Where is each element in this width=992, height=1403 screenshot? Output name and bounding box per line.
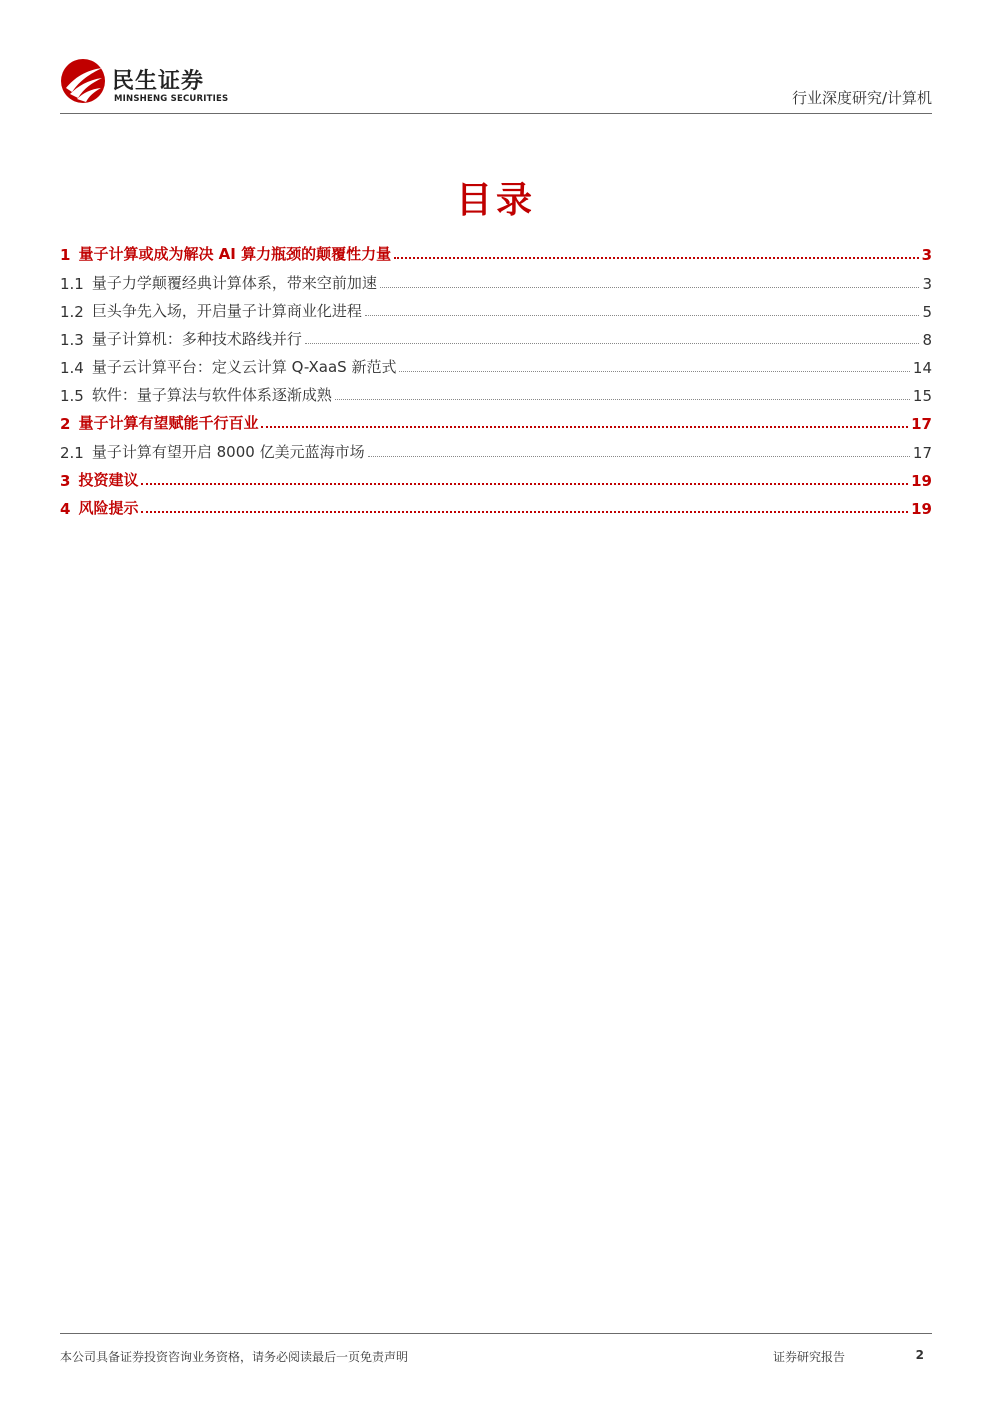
- toc-entry-text: 量子力学颠覆经典计算体系，带来空前加速: [91, 274, 377, 292]
- toc-entry-text: 巨头争先入场，开启量子计算商业化进程: [91, 302, 362, 320]
- toc-entry-3[interactable]: [60, 462, 932, 490]
- toc-leader-dots: [141, 483, 908, 485]
- header-divider: [60, 113, 932, 114]
- toc-leader-dots: [399, 371, 909, 372]
- toc-entry-1-5[interactable]: [60, 377, 932, 405]
- toc-entry-4[interactable]: [60, 490, 932, 518]
- toc-leader-dots: [261, 426, 908, 428]
- toc-entry-2-1[interactable]: [60, 434, 932, 462]
- toc-entry-page: 17: [912, 444, 932, 462]
- toc-entry-number: 1: [60, 246, 71, 264]
- toc-entry-text: 投资建议: [78, 471, 139, 489]
- toc-entry-page: 17: [911, 415, 932, 433]
- toc-entry-1-2[interactable]: [60, 293, 932, 321]
- toc-entry-number: 1.2: [60, 303, 84, 321]
- minsheng-logo-icon: [60, 58, 106, 104]
- toc-entry-text: 量子计算有望开启 8000 亿美元蓝海市场: [91, 443, 365, 461]
- toc-entry-page: 19: [911, 500, 932, 518]
- toc-entry-number: 1.3: [60, 331, 84, 349]
- toc-entry-number: 1.5: [60, 387, 84, 405]
- toc-leader-dots: [335, 399, 910, 400]
- toc-entry-text: 量子云计算平台：定义云计算 Q-XaaS 新范式: [91, 358, 397, 376]
- toc-entry-text: 量子计算机：多种技术路线并行: [91, 330, 302, 348]
- toc-title: 目录: [455, 180, 536, 221]
- toc-entry-2[interactable]: [60, 405, 932, 433]
- footer-disclaimer: 本公司具备证券投资咨询业务资格，请务必阅读最后一页免责声明: [60, 1350, 409, 1364]
- toc-entry-page: 3: [922, 275, 932, 293]
- toc-entry-page: 15: [912, 387, 932, 405]
- toc-entry-text: 量子计算有望赋能千行百业: [78, 414, 259, 432]
- toc-leader-dots: [365, 315, 920, 316]
- toc-entry-number: 2.1: [60, 444, 84, 462]
- company-logo: [60, 58, 280, 108]
- toc-leader-dots: [394, 257, 918, 259]
- toc-entry-text: 风险提示: [78, 499, 139, 517]
- toc-entry-number: 3: [60, 472, 71, 490]
- page-header: [60, 52, 932, 114]
- toc-entry-page: 8: [922, 331, 932, 349]
- footer-page-number: 2: [915, 1348, 924, 1362]
- toc-entry-page: 19: [911, 472, 932, 490]
- report-category: 行业深度研究/计算机: [791, 89, 932, 107]
- toc-leader-dots: [141, 511, 908, 513]
- toc-entry-1-1[interactable]: [60, 265, 932, 293]
- toc-entry-1-4[interactable]: [60, 349, 932, 377]
- toc-entry-1[interactable]: [60, 236, 932, 264]
- footer-divider: [60, 1333, 932, 1334]
- toc-entry-text: 量子计算或成为解决 AI 算力瓶颈的颠覆性力量: [78, 245, 392, 263]
- toc-leader-dots: [380, 287, 920, 288]
- toc-entry-page: 5: [922, 303, 932, 321]
- toc-entry-text: 软件：量子算法与软件体系逐渐成熟: [91, 386, 332, 404]
- toc-entry-number: 1.1: [60, 275, 84, 293]
- logo-english-name: MINSHENG SECURITIES: [114, 94, 229, 104]
- toc-entry-number: 2: [60, 415, 71, 433]
- logo-chinese-name: 民生证券: [112, 69, 205, 94]
- toc-entry-page: 3: [921, 246, 932, 264]
- toc-leader-dots: [368, 456, 910, 457]
- toc-entry-page: 14: [912, 359, 932, 377]
- footer-report-type: 证券研究报告: [773, 1350, 846, 1364]
- toc-leader-dots: [305, 343, 920, 344]
- toc-entry-1-3[interactable]: [60, 321, 932, 349]
- toc-entry-number: 1.4: [60, 359, 84, 377]
- toc-entry-number: 4: [60, 500, 71, 518]
